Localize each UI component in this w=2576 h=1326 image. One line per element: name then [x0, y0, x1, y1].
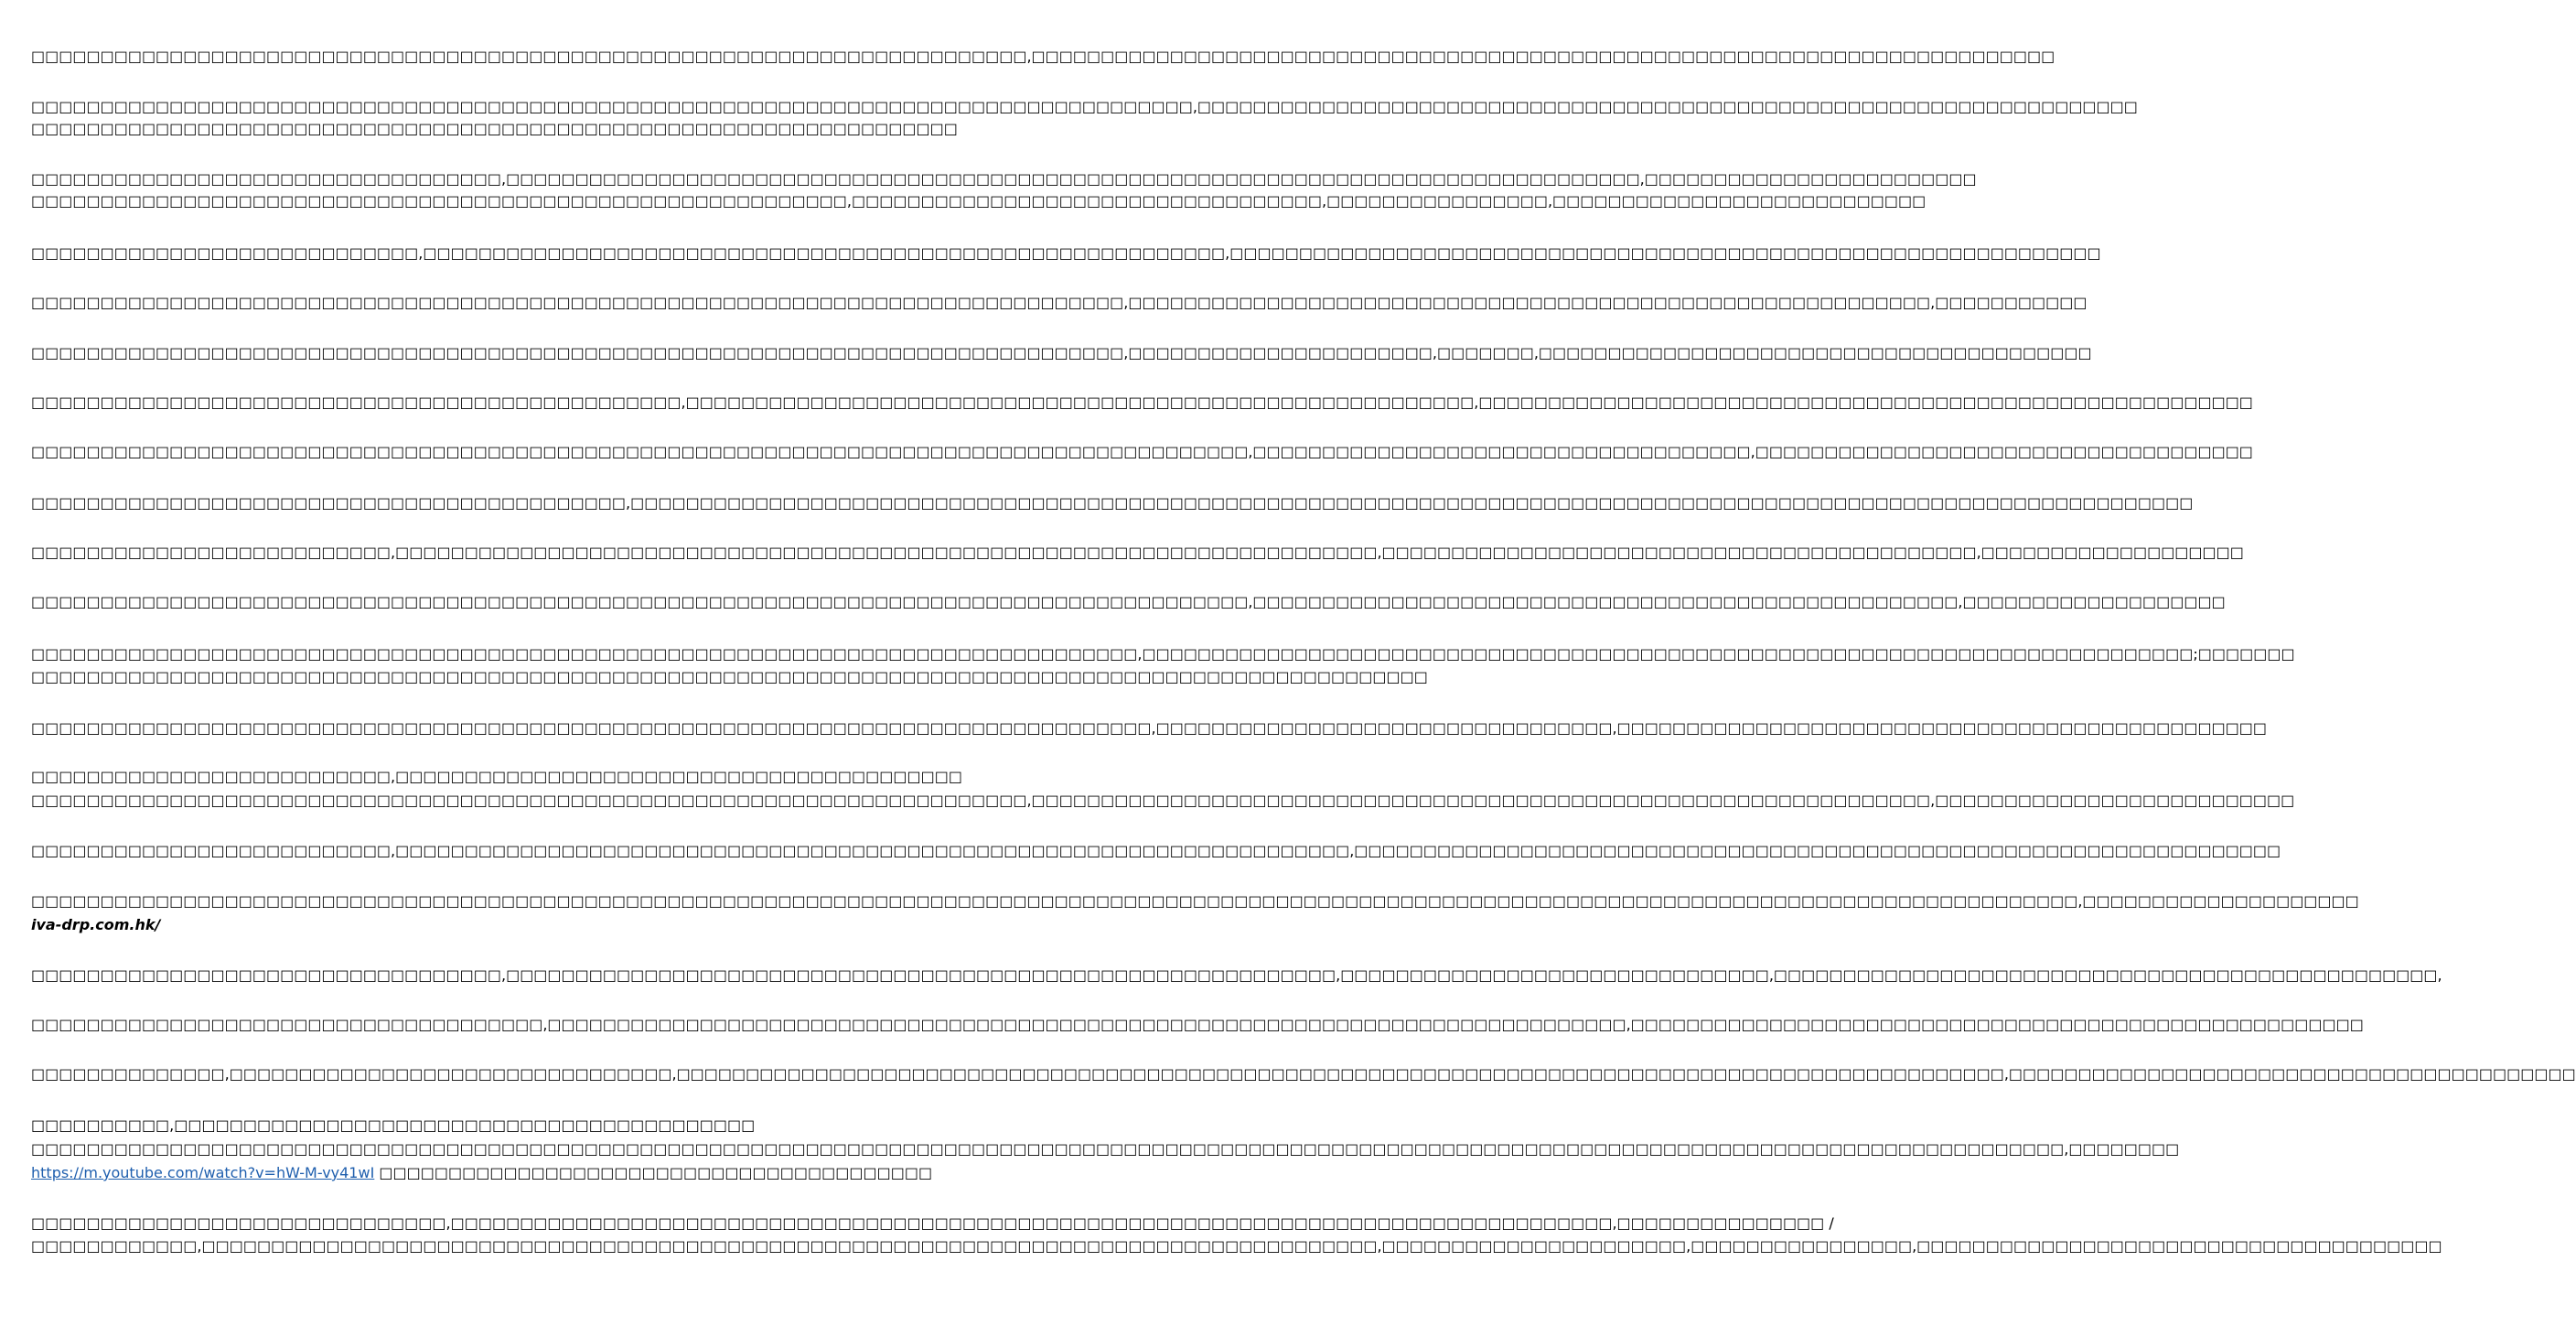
paragraph-19-line-1: □□□□□□□□□□□□□□,□□□□□□□□□□□□□□□□□□□□□□□□□□□□□□□□,□□□□□□□□□□□□□□□□□□□□□□□□□□□□□□□□□□□□□□□□□□□□□□□□□□□□□□□□□□□□□□□□□□□□□□□□□□□□□□□□□□□□□□□□□□□□□□□□,□□□□□□□□□□□□□□□□□□□□□□□□□□□□□□□□□□□□□□□□□	[31, 1065, 2576, 1083]
paragraph-4-line-1: □□□□□□□□□□□□□□□□□□□□□□□□□□□□,□□□□□□□□□□□□□□□□□□□□□□□□□□□□□□□□□□□□□□□□□□□□□□□□□□□□□□□□□□,□□□□□□□□□□□□□□□□□□□□□□□□□□□□□□□□□□□□□□□□□□□□□□□□□□□□□□□□□□□□□□□	[31, 244, 2101, 262]
paragraph-8-line-1: □□□□□□□□□□□□□□□□□□□□□□□□□□□□□□□□□□□□□□□□□□□□□□□□□□□□□□□□□□□□□□□□□□□□□□□□□□□□□□□□□□□□□□□□,□□□□□□□□□□□□□□□□□□□□□□□□□□□□□□□□□□□□,□□□□□□□□□□□□□□□□□□□□□□□□□□□□□□□□□□□□	[31, 443, 2253, 460]
paragraph-18-line-1: □□□□□□□□□□□□□□□□□□□□□□□□□□□□□□□□□□□□□,□□□□□□□□□□□□□□□□□□□□□□□□□□□□□□□□□□□□□□□□□□□□□□□□□□□□□□□□□□□□□□□□□□□□□□□□□□□□□□,□□□□□□□□□□□□□□□□□□□□□□□□□□□□□□□□□□□□□□□□□□□□□□□□□□□□□	[31, 1016, 2364, 1033]
paragraph-13-line-1: □□□□□□□□□□□□□□□□□□□□□□□□□□□□□□□□□□□□□□□□□□□□□□□□□□□□□□□□□□□□□□□□□□□□□□□□□□□□□□□□□,□□□□□□□□□□□□□□□□□□□□□□□□□□□□□□□□□,□□□□□□□□□□□□□□□□□□□□□□□□□□□□□□□□□□□□□□□□□□□□□□□	[31, 719, 2268, 737]
paragraph-20-line-2: □□□□□□□□□□□□□□□□□□□□□□□□□□□□□□□□□□□□□□□□□□□□□□□□□□□□□□□□□□□□□□□□□□□□□□□□□□□□□□□□□□□□□□□□□□□□□□□□□□□□□□□□□□□□□□□□□□□□□□□□□□□□□□□□□□□□□□□□□□□□□□□□□□□,□□□□□□□□	[31, 1140, 2180, 1158]
paragraph-7-line-1: □□□□□□□□□□□□□□□□□□□□□□□□□□□□□□□□□□□□□□□□□□□□□□□,□□□□□□□□□□□□□□□□□□□□□□□□□□□□□□□□□□□□□□□□□□□□□□□□□□□□□□□□□,□□□□□□□□□□□□□□□□□□□□□□□□□□□□□□□□□□□□□□□□□□□□□□□□□□□□□□□□	[31, 393, 2253, 411]
paragraph-6-line-1: □□□□□□□□□□□□□□□□□□□□□□□□□□□□□□□□□□□□□□□□□□□□□□□□□□□□□□□□□□□□□□□□□□□□□□□□□□□□□□□,□□□□□□□□□□□□□□□□□□□□□□,□□□□□□□,□□□□□□□□□□□□□□□□□□□□□□□□□□□□□□□□□□□□□□□□	[31, 344, 2092, 361]
paragraph-16-line-1: □□□□□□□□□□□□□□□□□□□□□□□□□□□□□□□□□□□□□□□□□□□□□□□□□□□□□□□□□□□□□□□□□□□□□□□□□□□□□□□□□□□□□□□□□□□□□□□□□□□□□□□□□□□□□□□□□□□□□□□□□□□□□□□□□□□□□□□□□□□□□□□□□□□□,□□□□□□□□□□□□□□□□□□□□	[31, 892, 2359, 910]
paragraph-3-line-2: □□□□□□□□□□□□□□□□□□□□□□□□□□□□□□□□□□□□□□□□□□□□□□□□□□□□□□□□□□□,□□□□□□□□□□□□□□□□□□□□□□□□□□□□□□□□□□,□□□□□□□□□□□□□□□□,□□□□□□□□□□□□□□□□□□□□□□□□□□□	[31, 192, 1927, 210]
paragraph-1-line-1: □□□□□□□□□□□□□□□□□□□□□□□□□□□□□□□□□□□□□□□□□□□□□□□□□□□□□□□□□□□□□□□□□□□□□□□□,□□□□□□□□□□□□□□□□□□□□□□□□□□□□□□□□□□□□□□□□□□□□□□□□□□□□□□□□□□□□□□□□□□□□□□□□□□	[31, 48, 2055, 65]
paragraph-14-line-1: □□□□□□□□□□□□□□□□□□□□□□□□□□,□□□□□□□□□□□□□□□□□□□□□□□□□□□□□□□□□□□□□□□□□	[31, 768, 962, 785]
paragraph-14-line-2: □□□□□□□□□□□□□□□□□□□□□□□□□□□□□□□□□□□□□□□□□□□□□□□□□□□□□□□□□□□□□□□□□□□□□□□□,□□□□□□□□□□□□□□□□□□□□□□□□□□□□□□□□□□□□□□□□□□□□□□□□□□□□□□□□□□□□□□□□□,□□□□□□□□□□□□□□□□□□□□□□□□□□	[31, 792, 2295, 809]
paragraph-20-line-3	[31, 1162, 933, 1184]
youtube-link[interactable]: https://m.youtube.com/watch?v=hW-M-vy41wI	[31, 1164, 375, 1181]
paragraph-15-line-1: □□□□□□□□□□□□□□□□□□□□□□□□□□,□□□□□□□□□□□□□□□□□□□□□□□□□□□□□□□□□□□□□□□□□□□□□□□□□□□□□□□□□□□□□□□□□□□□□,□□□□□□□□□□□□□□□□□□□□□□□□□□□□□□□□□□□□□□□□□□□□□□□□□□□□□□□□□□□□□□□□□□□	[31, 842, 2281, 859]
paragraph-2-line-2: □□□□□□□□□□□□□□□□□□□□□□□□□□□□□□□□□□□□□□□□□□□□□□□□□□□□□□□□□□□□□□□□□□□	[31, 120, 958, 137]
paragraph-16-url-fragment: iva-drp.com.hk/	[31, 916, 161, 933]
paragraph-21-line-1: □□□□□□□□□□□□□□□□□□□□□□□□□□□□□□,□□□□□□□□□□□□□□□□□□□□□□□□□□□□□□□□□□□□□□□□□□□□□□□□□□□□□□□□□□□□□□□□□□□□□□□□□□□□□□□□□□□□,□□□□□□□□□□□□□□□ /	[31, 1214, 1834, 1232]
paragraph-17-line-1: □□□□□□□□□□□□□□□□□□□□□□□□□□□□□□□□□□,□□□□□□□□□□□□□□□□□□□□□□□□□□□□□□□□□□□□□□□□□□□□□□□□□□□□□□□□□□□□,□□□□□□□□□□□□□□□□□□□□□□□□□□□□□□□,□□□□□□□□□□□□□□□□□□□□□□□□□□□□□□□□□□□□□□□□□□□□□□□□,	[31, 966, 2442, 984]
paragraph-12-line-1: □□□□□□□□□□□□□□□□□□□□□□□□□□□□□□□□□□□□□□□□□□□□□□□□□□□□□□□□□□□□□□□□□□□□□□□□□□□□□□□□,□□□□□□□□□□□□□□□□□□□□□□□□□□□□□□□□□□□□□□□□□□□□□□□□□□□□□□□□□□□□□□□□□□□□□□□□□□□□;□□□□□□□	[31, 645, 2295, 663]
paragraph-10-line-1: □□□□□□□□□□□□□□□□□□□□□□□□□□,□□□□□□□□□□□□□□□□□□□□□□□□□□□□□□□□□□□□□□□□□□□□□□□□□□□□□□□□□□□□□□□□□□□□□□□,□□□□□□□□□□□□□□□□□□□□□□□□□□□□□□□□□□□□□□□□□□□,□□□□□□□□□□□□□□□□□□□	[31, 544, 2244, 561]
paragraph-21-line-2: □□□□□□□□□□□□,□□□□□□□□□□□□□□□□□□□□□□□□□□□□□□□□□□□□□□□□□□□□□□□□□□□□□□□□□□□□□□□□□□□□□□□□□□□□□□□□□□□□□,□□□□□□□□□□□□□□□□□□□□□□,□□□□□□□□□□□□□□□□,□□□□□□□□□□□□□□□□□□□□□□□□□□□□□□□□□□□□□□	[31, 1237, 2442, 1255]
paragraph-12-line-2: □□□□□□□□□□□□□□□□□□□□□□□□□□□□□□□□□□□□□□□□□□□□□□□□□□□□□□□□□□□□□□□□□□□□□□□□□□□□□□□□□□□□□□□□□□□□□□□□□□□□□	[31, 668, 1428, 685]
paragraph-11-line-1: □□□□□□□□□□□□□□□□□□□□□□□□□□□□□□□□□□□□□□□□□□□□□□□□□□□□□□□□□□□□□□□□□□□□□□□□□□□□□□□□□□□□□□□□,□□□□□□□□□□□□□□□□□□□□□□□□□□□□□□□□□□□□□□□□□□□□□□□□□□□,□□□□□□□□□□□□□□□□□□□	[31, 593, 2226, 610]
paragraph-20-line-1: □□□□□□□□□□,□□□□□□□□□□□□□□□□□□□□□□□□□□□□□□□□□□□□□□□□□□	[31, 1116, 756, 1134]
paragraph-5-line-1: □□□□□□□□□□□□□□□□□□□□□□□□□□□□□□□□□□□□□□□□□□□□□□□□□□□□□□□□□□□□□□□□□□□□□□□□□□□□□□□,□□□□□□□□□□□□□□□□□□□□□□□□□□□□□□□□□□□□□□□□□□□□□□□□□□□□□□□□□□,□□□□□□□□□□□	[31, 294, 2088, 311]
paragraph-20-line-3-text: □□□□□□□□□□□□□□□□□□□□□□□□□□□□□□□□□□□□□□□□	[374, 1164, 933, 1181]
paragraph-3-line-1: □□□□□□□□□□□□□□□□□□□□□□□□□□□□□□□□□□,□□□□□□□□□□□□□□□□□□□□□□□□□□□□□□□□□□□□□□□□□□□□□□□□□□□□□□□□□□□□□□□□□□□□□□□□□□□□□□□□□□,□□□□□□□□□□□□□□□□□□□□□□□□	[31, 170, 1977, 188]
paragraph-9-line-1: □□□□□□□□□□□□□□□□□□□□□□□□□□□□□□□□□□□□□□□□□□□,□□□□□□□□□□□□□□□□□□□□□□□□□□□□□□□□□□□□□□□□□□□□□□□□□□□□□□□□□□□□□□□□□□□□□□□□□□□□□□□□□□□□□□□□□□□□□□□□□□□□□□□□□□□□□□□□□	[31, 494, 2194, 512]
paragraph-2-line-1: □□□□□□□□□□□□□□□□□□□□□□□□□□□□□□□□□□□□□□□□□□□□□□□□□□□□□□□□□□□□□□□□□□□□□□□□□□□□□□□□□□□□,□□□□□□□□□□□□□□□□□□□□□□□□□□□□□□□□□□□□□□□□□□□□□□□□□□□□□□□□□□□□□□□□□□□□	[31, 98, 2138, 115]
